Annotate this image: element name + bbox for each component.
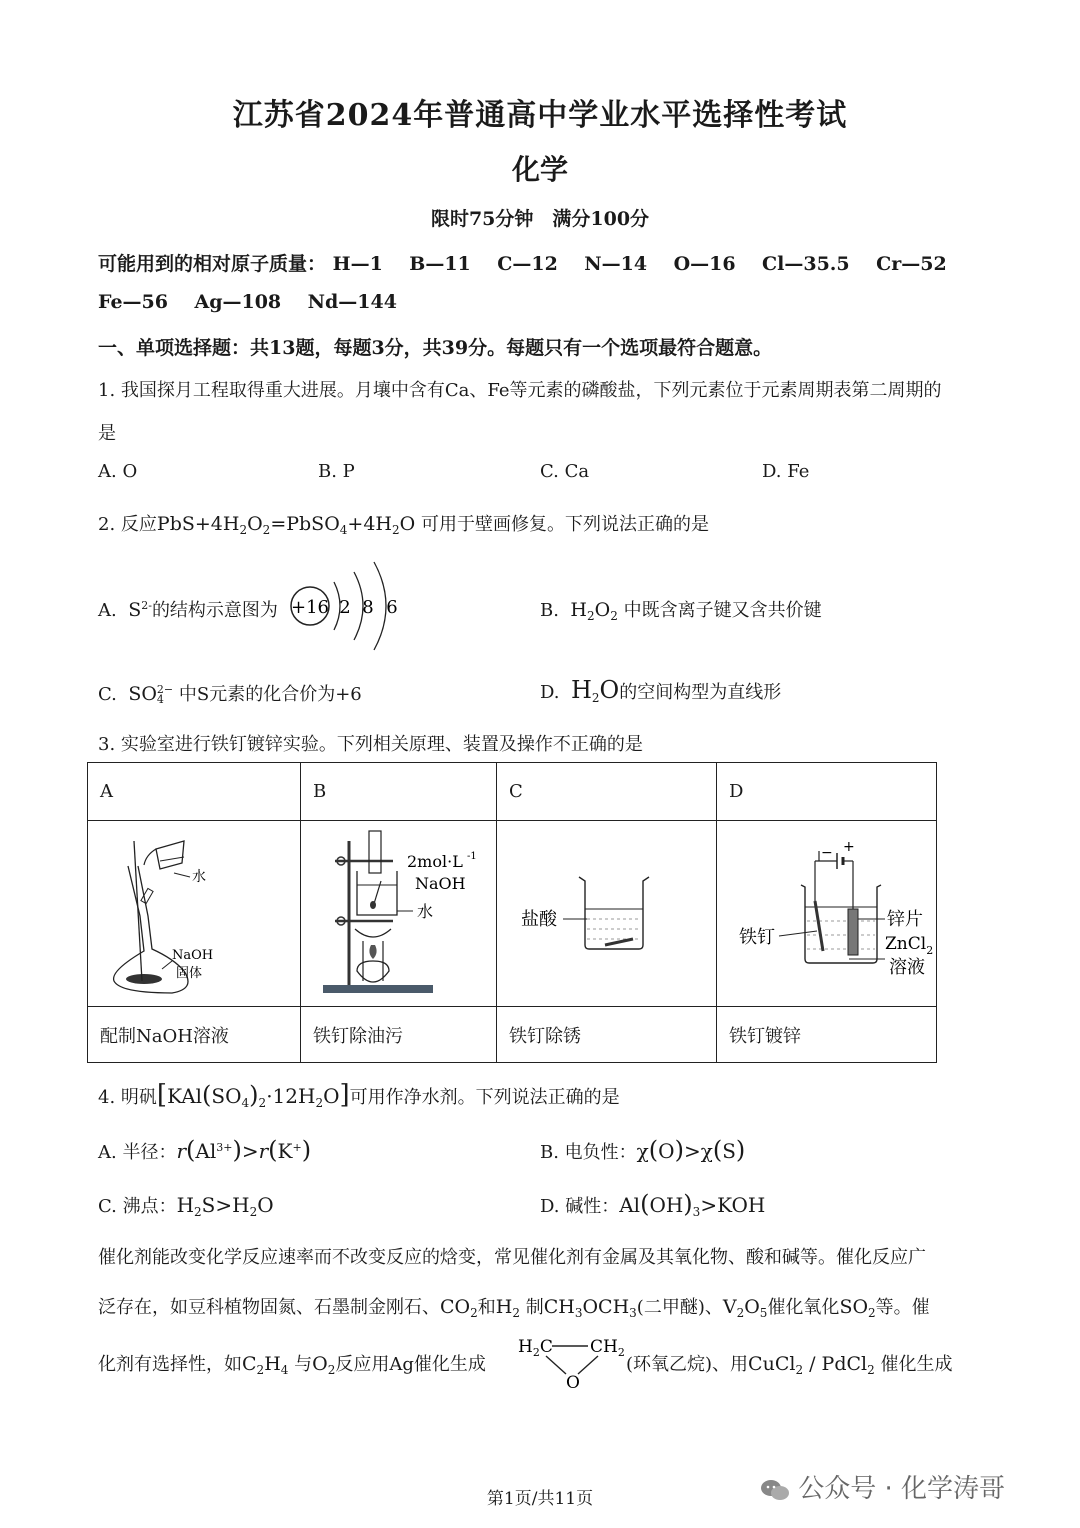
ethylene-oxide-structure [516,1330,626,1392]
label-water-b: 水 [417,902,434,921]
v2o5-formula: $V_2O_5$ [722,1296,768,1320]
water-formula: $H_2O$ [570,676,620,705]
basicity-comparison: $Al(OH)_3>KOH$ [619,1190,766,1219]
q2-stem [98,510,709,537]
co2-formula: $CO_2$ [440,1296,478,1320]
atom-structure-diagram [288,560,408,656]
header-d: D [717,763,937,821]
passage-line1: 催化剂能改变化学反应速率而不改变反应的焓变，常见催化剂有金属及其氧化物、酸和碱等。催化反应广 [98,1247,926,1268]
atomic-mass-fe: Fe—56 [98,291,168,313]
dme-formula: $CH_3OCH_3$ [543,1296,637,1320]
atomic-mass-c: C—12 [497,253,558,275]
q2-option-c [98,680,362,706]
passage-3b: 与 [294,1354,313,1375]
q2-option-c-text: 中S元素的化合价为+6 [178,684,362,705]
caption-c: 铁钉除锈 [497,1007,717,1063]
q2-option-a [98,596,278,622]
apparatus-b-cell [301,821,497,1007]
passage-line3 [98,1350,486,1377]
apparatus-a-cell [88,821,301,1007]
atomic-mass-cr: Cr—52 [876,253,947,275]
label-nail-d: 铁钉 [739,927,775,948]
passage-2c: 制 [525,1297,544,1318]
q1-stem-cont: 是 [98,423,116,444]
header-c: C [497,763,717,821]
q1-stem: 1. 我国探月工程取得重大进展。月壤中含有Ca、Fe等元素的磷酸盐，下列元素位于元素周期表第二周期的 [98,380,942,401]
q1-option-b: B. P [318,461,355,482]
electronegativity-comparison: χ(O)>χ(S) [636,1136,746,1164]
label-solution-d: 溶液 [889,957,925,978]
passage-3e: 催化生成 [880,1354,953,1375]
label-solid-a: 固体 [176,966,203,981]
passage-3c: 反应用Ag催化生成 [335,1354,486,1375]
passage-3a: 化剂有选择性，如 [98,1354,242,1375]
time-info: 限时75分钟 满分100分 [430,208,650,230]
o2-formula: $O_2$ [312,1353,336,1377]
c2h4-formula: $C_2H_4$ [242,1353,289,1377]
q4-option-b [540,1136,745,1164]
alum-formula: $[KAl(SO_4)_2\cdot 12H_2O]$ [156,1080,350,1110]
label-acid-c: 盐酸 [521,909,557,930]
passage-line3-cont [626,1350,953,1377]
passage-2d: (二甲醚)、 [636,1297,723,1318]
atomic-mass-label: 可能用到的相对原子质量： [98,253,327,275]
atomic-mass-line1 [98,249,947,276]
atomic-mass-h: H—1 [332,253,383,275]
minus-sign-icon: − [821,845,833,861]
q2-stem-suffix: 可用于壁画修复。下列说法正确的是 [420,514,709,535]
heating-stand-diagram [313,821,496,1001]
beaker-acid-diagram [509,821,716,1001]
apparatus-c-cell [497,821,717,1007]
q4-option-a-label: A. 半径： [98,1142,177,1163]
q4-stem-prefix: 4. 明矾 [98,1087,157,1108]
q4-option-b-label: B. 电负性： [540,1142,637,1163]
passage-line2 [98,1293,930,1320]
sulfate-formula: SO2− 4 [128,683,174,706]
passage-2f: 等。催 [875,1297,930,1318]
caption-a: 配制NaOH溶液 [88,1007,301,1063]
boiling-point-comparison: $H_2S>H_2O$ [176,1193,274,1219]
atomic-mass-line2 [98,291,397,313]
q2-option-d-text: 的空间构型为直线形 [619,682,782,703]
q1-option-a: A. O [98,461,138,482]
q2-option-d [540,676,781,705]
q4-option-d [540,1190,765,1219]
header-b: B [301,763,497,821]
label-water-a: 水 [192,869,206,885]
q1-option-d: D. Fe [762,461,810,482]
shell-1: 2 [339,597,351,618]
passage-2a: 泛存在，如豆科植物固氮、石墨制金刚石、 [98,1297,440,1318]
passage-2b: 和 [477,1297,496,1318]
caption-d: 铁钉镀锌 [717,1007,937,1063]
nucleus-charge: +16 [291,597,329,618]
q4-option-c-label: C. 沸点： [98,1196,177,1217]
atomic-mass-ag: Ag—108 [194,291,282,313]
label-conc-b: 2mol·L [407,852,463,871]
passage-2e: 催化氧化 [767,1297,840,1318]
q2-option-c-prefix: C. [98,684,117,705]
subject-title: 化学 [511,153,568,186]
q4-stem-suffix: 可用作净水剂。下列说法正确的是 [349,1087,620,1108]
apparatus-table [87,762,937,1063]
so2-formula: $SO_2$ [839,1296,876,1320]
caption-b: 铁钉除油污 [301,1007,497,1063]
q2-option-b-prefix: B. [540,600,559,621]
atomic-mass-o: O—16 [673,253,736,275]
svg-text:CH2: $CH_2$ [590,1337,625,1359]
atomic-mass-b: B—11 [409,253,471,275]
q2-option-b-text: 中既含离子键又含共价键 [623,600,822,621]
atomic-mass-n: N—14 [584,253,648,275]
shell-3: 6 [386,597,398,618]
q2-option-d-prefix: D. [540,682,560,703]
q4-option-d-label: D. 碱性： [540,1196,620,1217]
section-title: 一、单项选择题：共13题，每题3分，共39分。每题只有一个选项最符合题意。 [98,337,773,359]
electroplating-diagram [729,821,936,1001]
shell-2: 8 [362,597,374,618]
volumetric-flask-diagram [100,821,300,1001]
radius-comparison: $r(Al^{3+})>r(K^+)$ [176,1136,312,1164]
header-a: A [88,763,301,821]
atomic-mass-cl: Cl—35.5 [762,253,850,275]
svg-text:O: O [566,1373,580,1392]
q4-stem [98,1080,620,1110]
q3-stem: 3. 实验室进行铁钉镀锌实验。下列相关原理、装置及操作不正确的是 [98,734,643,755]
q2-option-a-text: 的结构示意图为 [151,600,278,621]
svg-text:H2C: $H_2C$ [518,1337,553,1359]
q4-option-c [98,1192,274,1219]
atomic-mass-nd: Nd—144 [307,291,397,313]
label-naoh-a: NaOH [172,948,214,963]
exam-title: 江苏省2024年普通高中学业水平选择性考试 [232,98,848,133]
passage-3d: (环氧乙烷)、用 [626,1354,749,1375]
label-conc-exp-b: -1 [467,851,477,862]
q1-option-c: C. Ca [540,461,590,482]
q4-option-a [98,1136,311,1164]
q2-option-b [540,596,822,623]
watermark-text: 公众号 · 化学涛哥 [798,1474,1006,1504]
q2-num: 2. 反应 [98,514,157,535]
q2-equation: $PbS+4H_2O_2=PbSO_4+4H_2O$ [156,513,416,537]
label-zinc-d: 锌片 [887,909,923,930]
q2-option-a-prefix: A. [98,600,117,621]
page-number: 第1页/共11页 [486,1489,594,1509]
h2-formula: $H_2$ [495,1296,520,1320]
label-naoh-b: NaOH [415,874,466,893]
catalyst-formula: CuCl$_2$ / PdCl$_2$ [748,1353,875,1377]
apparatus-d-cell [717,821,937,1007]
label-zncl-d: ZnCl$_2$ [885,934,934,957]
h2o2-formula: $H_2O_2$ [570,599,618,623]
plus-sign-icon: + [843,839,855,855]
sulfide-ion: $S^{2-}$ [128,599,152,621]
